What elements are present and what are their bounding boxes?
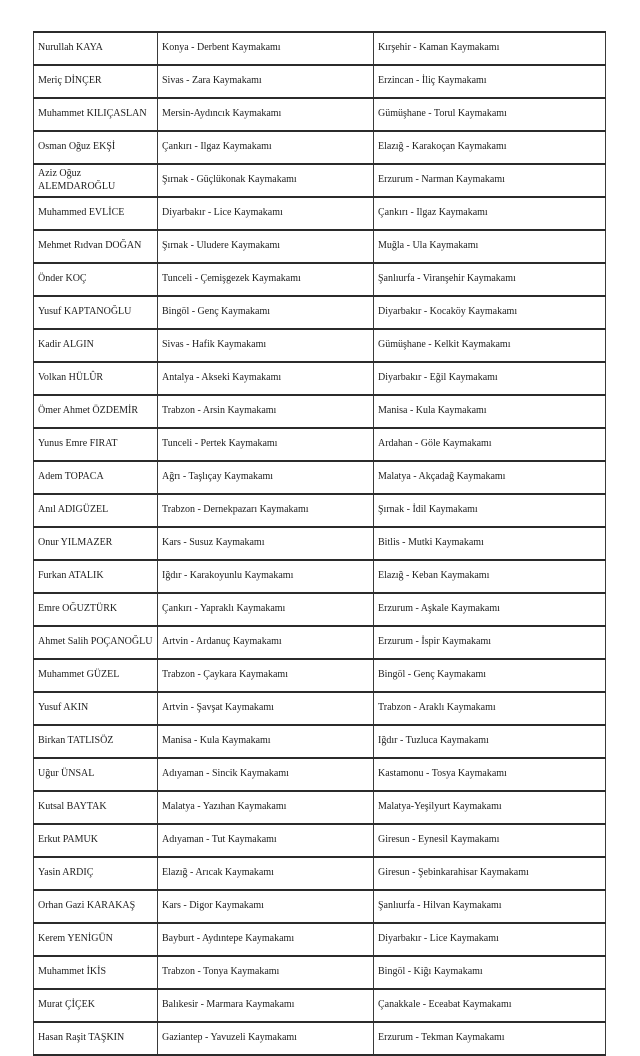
officer-name-cell: Muhammet İKİS: [34, 956, 158, 989]
new-post-cell: Gümüşhane - Kelkit Kaymakamı: [374, 329, 606, 362]
officer-name-cell: Nurullah KAYA: [34, 32, 158, 65]
new-post-cell: Trabzon - Araklı Kaymakamı: [374, 692, 606, 725]
table-row: [34, 659, 606, 692]
new-post-cell: Bitlis - Mutki Kaymakamı: [374, 527, 606, 560]
previous-post-cell: Kars - Digor Kaymakamı: [158, 890, 374, 923]
previous-post-cell: Şırnak - Uludere Kaymakamı: [158, 230, 374, 263]
table-row: [34, 923, 606, 956]
previous-post-cell: Trabzon - Dernekpazarı Kaymakamı: [158, 494, 374, 527]
officer-name-cell: Uğur ÜNSAL: [34, 758, 158, 791]
table-row: [34, 98, 606, 131]
officer-name-cell: Orhan Gazi KARAKAŞ: [34, 890, 158, 923]
new-post-cell: Erzurum - Tekman Kaymakamı: [374, 1022, 606, 1055]
officer-name-cell: Önder KOÇ: [34, 263, 158, 296]
previous-post-cell: Mersin-Aydıncık Kaymakamı: [158, 98, 374, 131]
previous-post-cell: Konya - Derbent Kaymakamı: [158, 32, 374, 65]
new-post-cell: Muğla - Ula Kaymakamı: [374, 230, 606, 263]
table-row: [34, 362, 606, 395]
officer-name-cell: Hasan Raşit TAŞKIN: [34, 1022, 158, 1055]
previous-post-cell: Adıyaman - Sincik Kaymakamı: [158, 758, 374, 791]
officer-name-cell: Emre OĞUZTÜRK: [34, 593, 158, 626]
table-row: [34, 65, 606, 98]
previous-post-cell: Elazığ - Arıcak Kaymakamı: [158, 857, 374, 890]
previous-post-cell: Tunceli - Çemişgezek Kaymakamı: [158, 263, 374, 296]
previous-post-cell: Bayburt - Aydıntepe Kaymakamı: [158, 923, 374, 956]
officer-name-cell: Ahmet Salih POÇANOĞLU: [34, 626, 158, 659]
table-row: [34, 263, 606, 296]
table-row: [34, 824, 606, 857]
table-row: [34, 230, 606, 263]
officer-name-cell: Osman Oğuz EKŞİ: [34, 131, 158, 164]
new-post-cell: Şırnak - İdil Kaymakamı: [374, 494, 606, 527]
previous-post-cell: Şırnak - Güçlükonak Kaymakamı: [158, 164, 374, 197]
officer-name-cell: Meriç DİNÇER: [34, 65, 158, 98]
table-row: [34, 527, 606, 560]
previous-post-cell: Manisa - Kula Kaymakamı: [158, 725, 374, 758]
previous-post-cell: Sivas - Hafik Kaymakamı: [158, 329, 374, 362]
new-post-cell: Diyarbakır - Eğil Kaymakamı: [374, 362, 606, 395]
table-row: [34, 626, 606, 659]
table-row: [34, 329, 606, 362]
new-post-cell: Kastamonu - Tosya Kaymakamı: [374, 758, 606, 791]
officer-name-cell: Furkan ATALIK: [34, 560, 158, 593]
table-row: [34, 857, 606, 890]
previous-post-cell: Artvin - Ardanuç Kaymakamı: [158, 626, 374, 659]
new-post-cell: Bingöl - Genç Kaymakamı: [374, 659, 606, 692]
table-row: [34, 560, 606, 593]
officer-name-cell: Mehmet Rıdvan DOĞAN: [34, 230, 158, 263]
new-post-cell: Elazığ - Keban Kaymakamı: [374, 560, 606, 593]
table-row: [34, 296, 606, 329]
officer-name-cell: Muhammet GÜZEL: [34, 659, 158, 692]
table-row: [34, 197, 606, 230]
new-post-cell: Şanlıurfa - Viranşehir Kaymakamı: [374, 263, 606, 296]
previous-post-cell: Bingöl - Genç Kaymakamı: [158, 296, 374, 329]
table-row: [34, 692, 606, 725]
table-row: [34, 989, 606, 1022]
table-row: [34, 164, 606, 197]
new-post-cell: Malatya-Yeşilyurt Kaymakamı: [374, 791, 606, 824]
new-post-cell: Diyarbakır - Kocaköy Kaymakamı: [374, 296, 606, 329]
previous-post-cell: Malatya - Yazıhan Kaymakamı: [158, 791, 374, 824]
new-post-cell: Erzurum - Narman Kaymakamı: [374, 164, 606, 197]
previous-post-cell: Balıkesir - Marmara Kaymakamı: [158, 989, 374, 1022]
new-post-cell: Çankırı - Ilgaz Kaymakamı: [374, 197, 606, 230]
officer-name-cell: Anıl ADIGÜZEL: [34, 494, 158, 527]
new-post-cell: Kırşehir - Kaman Kaymakamı: [374, 32, 606, 65]
new-post-cell: Giresun - Eynesil Kaymakamı: [374, 824, 606, 857]
table-row: [34, 725, 606, 758]
officer-name-cell: Kadir ALGIN: [34, 329, 158, 362]
table-row: [34, 791, 606, 824]
officer-name-cell: Volkan HÜLÛR: [34, 362, 158, 395]
previous-post-cell: Artvin - Şavşat Kaymakamı: [158, 692, 374, 725]
previous-post-cell: Gaziantep - Yavuzeli Kaymakamı: [158, 1022, 374, 1055]
previous-post-cell: Antalya - Akseki Kaymakamı: [158, 362, 374, 395]
new-post-cell: Diyarbakır - Lice Kaymakamı: [374, 923, 606, 956]
previous-post-cell: Çankırı - Yapraklı Kaymakamı: [158, 593, 374, 626]
table-row: [34, 461, 606, 494]
officer-name-cell: Ömer Ahmet ÖZDEMİR: [34, 395, 158, 428]
table-row: [34, 758, 606, 791]
previous-post-cell: Diyarbakır - Lice Kaymakamı: [158, 197, 374, 230]
new-post-cell: Manisa - Kula Kaymakamı: [374, 395, 606, 428]
previous-post-cell: Trabzon - Çaykara Kaymakamı: [158, 659, 374, 692]
new-post-cell: Çanakkale - Eceabat Kaymakamı: [374, 989, 606, 1022]
officer-name-cell: Aziz Oğuz ALEMDAROĞLU: [34, 164, 158, 197]
officer-name-cell: Muhammet KILIÇASLAN: [34, 98, 158, 131]
new-post-cell: Erzurum - Aşkale Kaymakamı: [374, 593, 606, 626]
previous-post-cell: Trabzon - Tonya Kaymakamı: [158, 956, 374, 989]
new-post-cell: Elazığ - Karakoçan Kaymakamı: [374, 131, 606, 164]
officer-name-cell: Yasin ARDIÇ: [34, 857, 158, 890]
officer-name-cell: Onur YILMAZER: [34, 527, 158, 560]
officer-name-cell: Adem TOPACA: [34, 461, 158, 494]
officer-name-cell: Yunus Emre FIRAT: [34, 428, 158, 461]
new-post-cell: Iğdır - Tuzluca Kaymakamı: [374, 725, 606, 758]
table-row: [34, 956, 606, 989]
appointments-table: [33, 31, 606, 1056]
previous-post-cell: Tunceli - Pertek Kaymakamı: [158, 428, 374, 461]
new-post-cell: Erzurum - İspir Kaymakamı: [374, 626, 606, 659]
table-row: [34, 494, 606, 527]
previous-post-cell: Ağrı - Taşlıçay Kaymakamı: [158, 461, 374, 494]
new-post-cell: Giresun - Şebinkarahisar Kaymakamı: [374, 857, 606, 890]
officer-name-cell: Muhammed EVLİCE: [34, 197, 158, 230]
table-row: [34, 593, 606, 626]
officer-name-cell: Birkan TATLISÖZ: [34, 725, 158, 758]
officer-name-cell: Yusuf AKIN: [34, 692, 158, 725]
previous-post-cell: Adıyaman - Tut Kaymakamı: [158, 824, 374, 857]
table-row: [34, 1022, 606, 1055]
table-row: [34, 395, 606, 428]
new-post-cell: Erzincan - İliç Kaymakamı: [374, 65, 606, 98]
new-post-cell: Malatya - Akçadağ Kaymakamı: [374, 461, 606, 494]
previous-post-cell: Sivas - Zara Kaymakamı: [158, 65, 374, 98]
officer-name-cell: Kerem YENİGÜN: [34, 923, 158, 956]
table-row: [34, 428, 606, 461]
previous-post-cell: Kars - Susuz Kaymakamı: [158, 527, 374, 560]
new-post-cell: Gümüşhane - Torul Kaymakamı: [374, 98, 606, 131]
previous-post-cell: Iğdır - Karakoyunlu Kaymakamı: [158, 560, 374, 593]
table-row: [34, 890, 606, 923]
new-post-cell: Bingöl - Kiğı Kaymakamı: [374, 956, 606, 989]
officer-name-cell: Murat ÇİÇEK: [34, 989, 158, 1022]
previous-post-cell: Çankırı - Ilgaz Kaymakamı: [158, 131, 374, 164]
previous-post-cell: Trabzon - Arsin Kaymakamı: [158, 395, 374, 428]
new-post-cell: Şanlıurfa - Hilvan Kaymakamı: [374, 890, 606, 923]
new-post-cell: Ardahan - Göle Kaymakamı: [374, 428, 606, 461]
officer-name-cell: Yusuf KAPTANOĞLU: [34, 296, 158, 329]
appointments-table-body: [34, 32, 606, 1055]
table-row: [34, 32, 606, 65]
table-row: [34, 131, 606, 164]
officer-name-cell: Kutsal BAYTAK: [34, 791, 158, 824]
officer-name-cell: Erkut PAMUK: [34, 824, 158, 857]
